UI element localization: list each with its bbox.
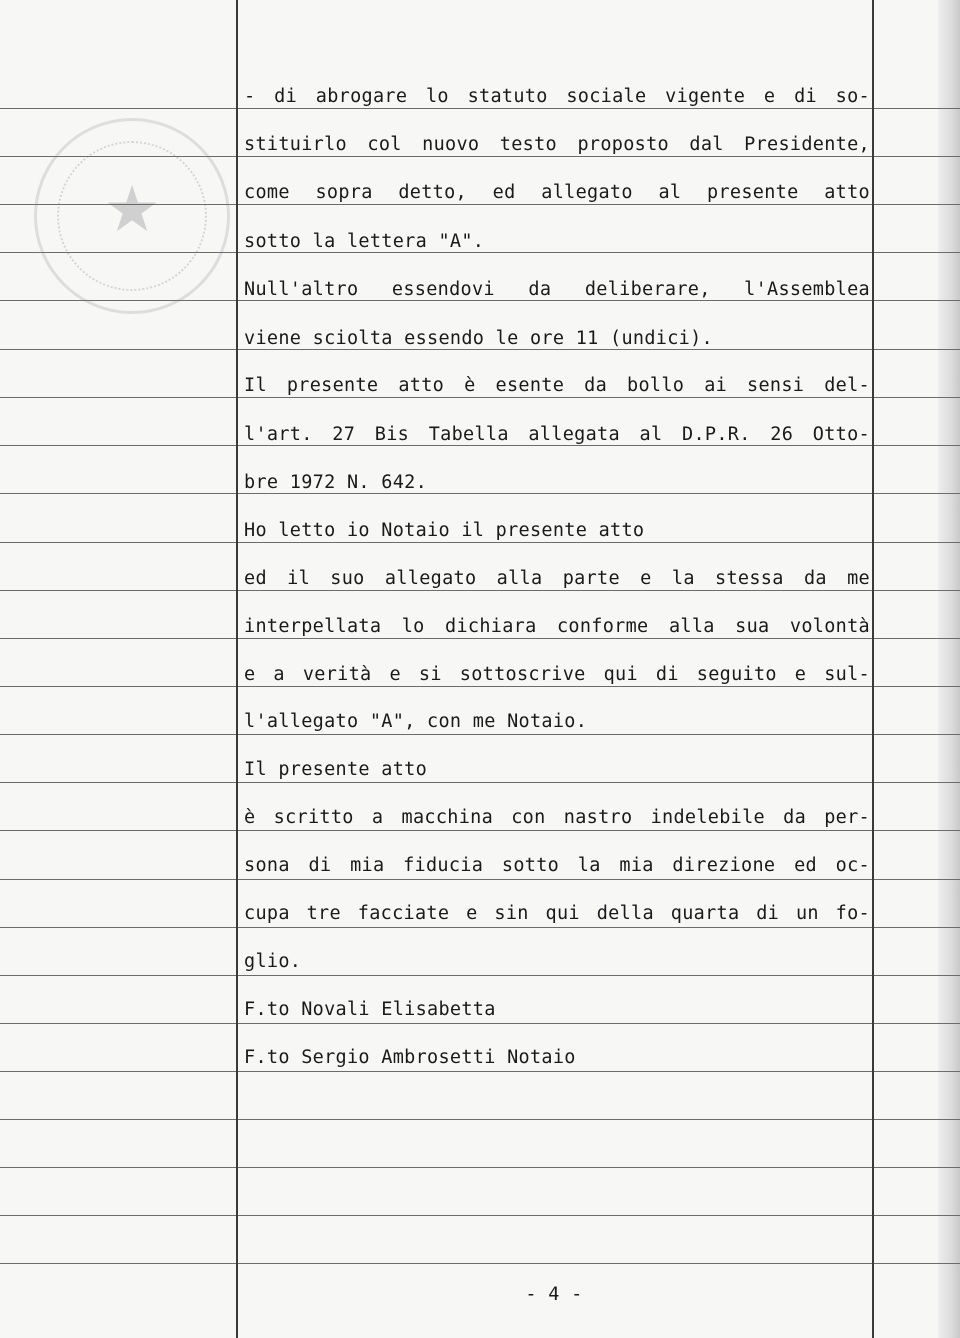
signature-line: F.to Sergio Ambrosetti Notaio [244, 1047, 576, 1068]
text-line: Ho letto io Notaio il presente atto [244, 520, 645, 541]
right-margin-line [872, 0, 874, 1338]
text-line: ed il suo allegato alla parte e la stessa da me [244, 568, 870, 589]
text-line: come sopra detto, ed allegato al presente atto [244, 182, 870, 203]
text-line: - di abrogare lo statuto sociale vigente e di so- [244, 86, 870, 107]
text-line: l'allegato "A", con me Notaio. [244, 711, 588, 732]
text-line: Il presente atto è esente da bollo ai sensi del- [244, 375, 870, 396]
text-line: bre 1972 N. 642. [244, 472, 428, 493]
text-line: è scritto a macchina con nastro indelebile da per- [244, 807, 870, 828]
text-line: l'art. 27 Bis Tabella allegata al D.P.R. 26 Otto- [244, 424, 870, 445]
notary-seal-stamp [34, 118, 230, 314]
text-line: Null'altro essendovi da deliberare, l'Assemblea [244, 279, 870, 300]
star-emblem-icon: ★ [103, 173, 161, 247]
text-line: Il presente atto [244, 759, 428, 780]
rule-line [0, 1263, 960, 1264]
rule-line [0, 1215, 960, 1216]
rule-line [0, 1167, 960, 1168]
text-line: stituirlo col nuovo testo proposto dal Presidente, [244, 134, 870, 155]
text-line: viene sciolta essendo le ore 11 (undici). [244, 328, 713, 349]
text-line: cupa tre facciate e sin qui della quarta di un fo- [244, 903, 870, 924]
text-line: sotto la lettera "A". [244, 231, 485, 252]
text-line: e a verità e si sottoscrive qui di seguito e sul- [244, 664, 870, 685]
text-line: sona di mia fiducia sotto la mia direzione ed oc- [244, 855, 870, 876]
left-margin-line [236, 0, 238, 1338]
signature-line: F.to Novali Elisabetta [244, 999, 496, 1020]
text-line: glio. [244, 951, 302, 972]
rule-line [0, 1119, 960, 1120]
page-number: - 4 - [525, 1284, 583, 1305]
text-line: interpellata lo dichiara conforme alla sua volontà [244, 616, 870, 637]
